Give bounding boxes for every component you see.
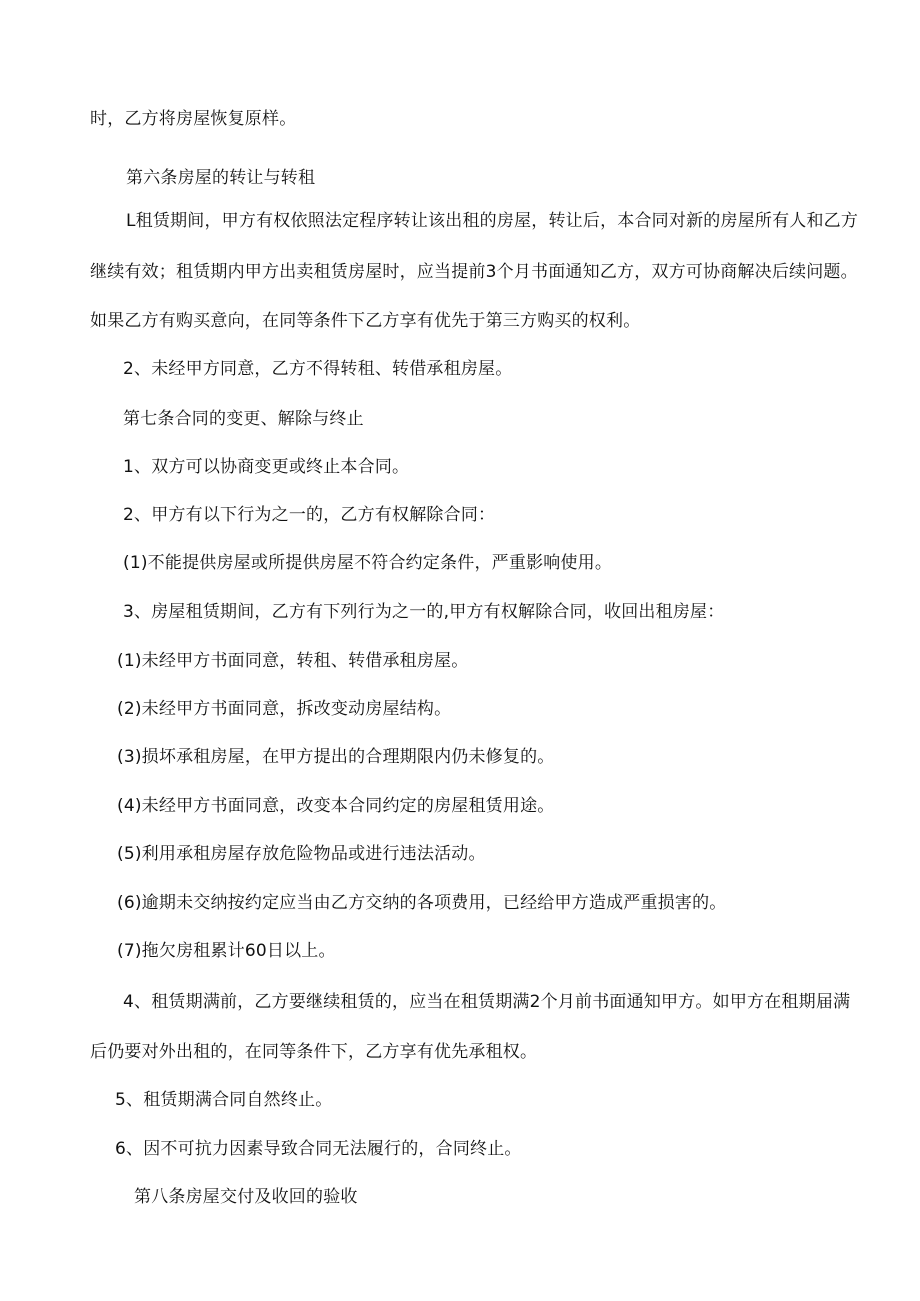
paragraph-line: 2、未经甲方同意，乙方不得转租、转借承租房屋。 bbox=[123, 359, 513, 379]
paragraph-line: (4)未经甲方书面同意，改变本合同约定的房屋租赁用途。 bbox=[117, 796, 555, 816]
section-heading-6: 第六条房屋的转让与转租 bbox=[126, 168, 316, 188]
section-heading-8: 第八条房屋交付及收回的验收 bbox=[134, 1187, 358, 1207]
paragraph-line: 5、租赁期满合同自然终止。 bbox=[115, 1090, 333, 1110]
paragraph-line: 后仍要对外出租的，在同等条件下，乙方享有优先承租权。 bbox=[90, 1042, 538, 1062]
paragraph-line: 6、因不可抗力因素导致合同无法履行的，合同终止。 bbox=[115, 1139, 522, 1159]
paragraph-line: (1)未经甲方书面同意，转租、转借承租房屋。 bbox=[117, 651, 469, 671]
paragraph-line: 4、租赁期满前，乙方要继续租赁的，应当在租赁期满2个月前书面通知甲方。如甲方在租期届满 bbox=[123, 992, 851, 1012]
paragraph-line: (7)拖欠房租累计60日以上。 bbox=[117, 941, 336, 961]
paragraph-line: 如果乙方有购买意向，在同等条件下乙方享有优先于第三方购买的权利。 bbox=[90, 311, 641, 331]
paragraph-line: (5)利用承租房屋存放危险物品或进行违法活动。 bbox=[117, 844, 486, 864]
paragraph-line: (3)损坏承租房屋，在甲方提出的合理期限内仍未修复的。 bbox=[117, 747, 555, 767]
paragraph-line: 2、甲方有以下行为之一的，乙方有权解除合同： bbox=[123, 505, 496, 525]
paragraph-line: (2)未经甲方书面同意，拆改变动房屋结构。 bbox=[117, 699, 452, 719]
section-heading-7: 第七条合同的变更、解除与终止 bbox=[123, 409, 364, 429]
paragraph-line: 3、房屋租赁期间，乙方有下列行为之一的,甲方有权解除合同，收回出租房屋： bbox=[123, 602, 725, 622]
paragraph-line: 1、双方可以协商变更或终止本合同。 bbox=[123, 457, 410, 477]
paragraph-line: L租赁期间，甲方有权依照法定程序转让该出租的房屋，转让后，本合同对新的房屋所有人和乙方 bbox=[126, 211, 859, 231]
paragraph-line: 继续有效；租赁期内甲方出卖租赁房屋时，应当提前3个月书面通知乙方，双方可协商解决后续问题。 bbox=[90, 262, 858, 282]
paragraph-line: (1)不能提供房屋或所提供房屋不符合约定条件，严重影响使用。 bbox=[123, 553, 613, 573]
paragraph-line: 时，乙方将房屋恢复原样。 bbox=[90, 109, 297, 129]
paragraph-line: (6)逾期未交纳按约定应当由乙方交纳的各项费用，已经给甲方造成严重损害的。 bbox=[117, 893, 727, 913]
